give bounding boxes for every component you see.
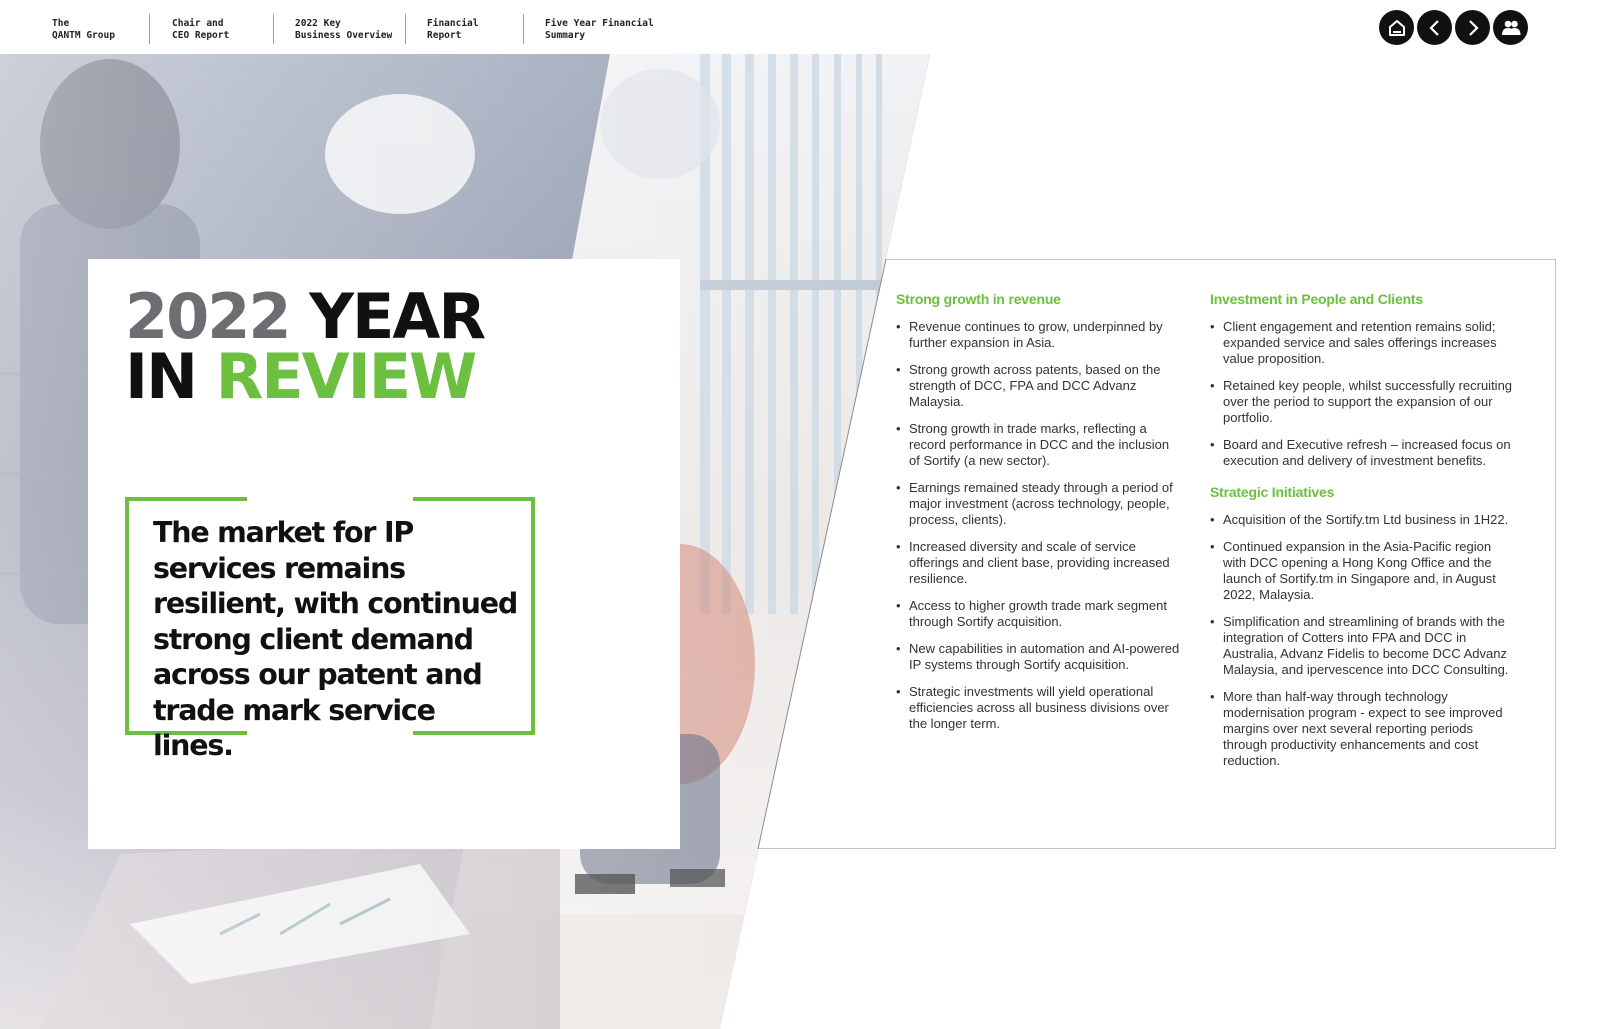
chevron-left-icon: [1425, 18, 1445, 38]
list-item: • Strategic investments will yield operational efficiencies across all business divisions over the longer term.: [896, 684, 1182, 732]
pull-quote-text: The market for IP services remains resilient, with continued strong client demand across our patent and trade mark service lines.: [153, 516, 518, 762]
nav-separator: [273, 14, 274, 44]
nav-separator: [405, 14, 406, 44]
next-page-button[interactable]: [1455, 10, 1490, 45]
nav-item-qantm-group[interactable]: The QANTM Group: [52, 18, 115, 41]
nav-separator: [149, 14, 150, 44]
list-item: • Access to higher growth trade mark segment through Sortify acquisition.: [896, 598, 1182, 630]
people-icon: [1500, 18, 1522, 38]
nav-item-five-year-summary[interactable]: Five Year Financial Summary: [545, 18, 654, 41]
home-button[interactable]: [1379, 10, 1414, 45]
page-title: [125, 280, 485, 413]
people-heading: Investment in People and Clients: [1210, 291, 1423, 307]
title-word-in: IN: [125, 340, 196, 413]
pull-quote: [125, 497, 535, 762]
list-item: • Increased diversity and scale of service offerings and client base, providing increased resilience.: [896, 539, 1182, 587]
people-strategy-column: [1210, 291, 1513, 780]
list-item: • Strong growth across patents, based on the strength of DCC, FPA and DCC Advanz Malaysia.: [896, 362, 1182, 410]
headline-card: [88, 259, 680, 849]
previous-page-button[interactable]: [1417, 10, 1452, 45]
list-item: • Client engagement and retention remains solid; expanded service and sales offerings increases value proposition.: [1210, 319, 1513, 367]
list-item: • Board and Executive refresh – increased focus on execution and delivery of investment benefits.: [1210, 437, 1513, 469]
revenue-column: [896, 291, 1182, 743]
list-item: • Simplification and streamlining of brands with the integration of Cotters into FPA and DCC in Australia, Advanz Fidelis to become DCC Advanz Malaysia, and ipervescence into DCC Consulting.: [1210, 614, 1513, 678]
list-item: • Retained key people, whilst successfully recruiting over the period to support the expansion of our portfolio.: [1210, 378, 1513, 426]
people-button[interactable]: [1493, 10, 1528, 45]
nav-item-financial-report[interactable]: Financial Report: [427, 18, 479, 41]
list-item: • Acquisition of the Sortify.tm Ltd business in 1H22.: [1210, 512, 1513, 528]
highlights-panel: [700, 259, 1556, 849]
strategic-heading: Strategic Initiatives: [1210, 484, 1335, 500]
title-word-year: YEAR: [309, 280, 485, 353]
list-item: • Strong growth in trade marks, reflecting a record performance in DCC and the inclusion of Sortify (a new sector).: [896, 421, 1182, 469]
list-item: • More than half-way through technology modernisation program - expect to see improved margins over next several reporting periods through productivity enhancements and cost reduction.: [1210, 689, 1513, 769]
list-item: • Continued expansion in the Asia-Pacific region with DCC opening a Hong Kong Office and the launch of Sortify.tm in Singapore and, in August 2022, Malaysia.: [1210, 539, 1513, 603]
list-item: • Earnings remained steady through a period of major investment (across technology, people, process, clients).: [896, 480, 1182, 528]
title-year: 2022: [125, 280, 290, 353]
list-item: • New capabilities in automation and AI-powered IP systems through Sortify acquisition.: [896, 641, 1182, 673]
nav-item-chair-ceo-report[interactable]: Chair and CEO Report: [172, 18, 230, 41]
revenue-heading: Strong growth in revenue: [896, 291, 1061, 307]
chevron-right-icon: [1463, 18, 1483, 38]
nav-item-key-business-overview[interactable]: 2022 Key Business Overview: [295, 18, 393, 41]
home-icon: [1387, 18, 1407, 38]
title-word-review: REVIEW: [215, 340, 476, 413]
top-nav: [0, 0, 1597, 54]
nav-separator: [523, 14, 524, 44]
list-item: • Revenue continues to grow, underpinned by further expansion in Asia.: [896, 319, 1182, 351]
